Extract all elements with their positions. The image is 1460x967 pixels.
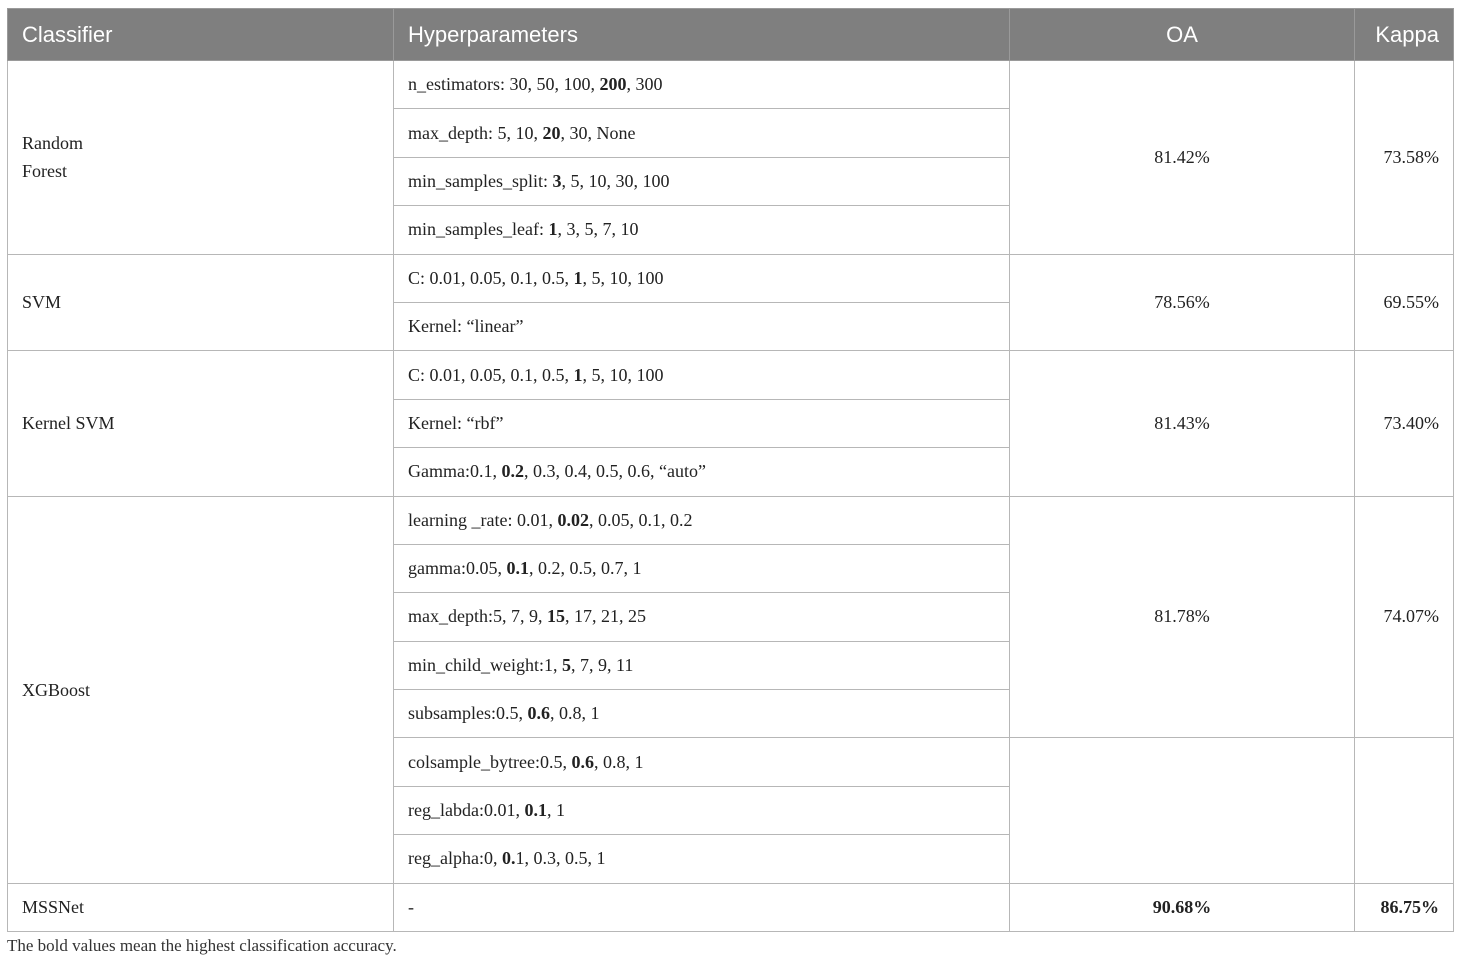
header-kappa: Kappa [1355,9,1454,61]
param-text: Gamma:0.1, [408,461,502,482]
hyperparameter-cell [394,641,1010,689]
classifier-cell: Kernel SVM [8,351,394,496]
hyperparameter-cell [394,157,1010,205]
param-text: colsample_bytree:0.5, [408,751,572,772]
param-text: max_depth: 5, 10, [408,122,543,143]
best-value: 200 [599,74,627,95]
oa-cell: 81.43% [1010,351,1355,496]
kappa-cell: 73.40% [1355,351,1454,496]
classifier-cell: XGBoost [8,496,394,883]
param-text: - [408,896,414,917]
hyperparameter-cell [394,302,1010,350]
param-text: Kernel: “rbf” [408,412,504,433]
param-text: 1, 0.3, 0.5, 1 [515,848,606,869]
kappa-cell: 74.07% [1355,496,1454,738]
param-text: , 0.3, 0.4, 0.5, 0.6, “auto” [523,461,706,482]
table-footnote: The bold values mean the highest classification accuracy. [7,936,397,955]
param-text: , 1 [546,800,565,821]
param-text: , 3, 5, 7, 10 [557,219,639,240]
table-row [8,351,1454,399]
oa-cell: 81.42% [1010,61,1355,255]
param-text: C: 0.01, 0.05, 0.1, 0.5, [408,267,574,288]
oa-cell: 78.56% [1010,254,1355,351]
header-classifier: Classifier [8,9,394,61]
best-value: 0. [501,848,516,869]
param-text: , 300 [626,74,663,95]
header-row [8,9,1454,61]
best-value: 1 [573,364,583,385]
best-value: 0.02 [557,509,589,530]
hyperparameter-cell [394,109,1010,157]
hyperparameter-cell [394,786,1010,834]
table-row [8,496,1454,544]
table-row [8,883,1454,931]
param-text: subsamples:0.5, [408,703,528,724]
best-value: 0.1 [506,558,529,579]
hyperparameter-cell [394,206,1010,254]
param-text: reg_alpha:0, [408,848,502,869]
header-oa: OA [1010,9,1355,61]
param-text: , 0.8, 1 [593,751,644,772]
best-value: 20 [542,122,561,143]
param-text: , 0.2, 0.5, 0.7, 1 [528,558,642,579]
hyperparameter-cell [394,351,1010,399]
param-text: min_samples_split: [408,170,553,191]
best-value: 0.6 [527,703,550,724]
hyperparameter-cell [394,448,1010,496]
param-text: min_samples_leaf: [408,219,549,240]
table-body [8,61,1454,932]
param-text: Kernel: “linear” [408,316,524,337]
param-text: n_estimators: 30, 50, 100, [408,74,600,95]
best-value: 15 [546,606,565,627]
best-value: 1 [573,267,583,288]
param-text: , 5, 10, 100 [582,267,664,288]
param-text: , 17, 21, 25 [564,606,646,627]
hyperparameter-cell [394,399,1010,447]
param-text: , 5, 10, 30, 100 [561,170,670,191]
kappa-cell: 69.55% [1355,254,1454,351]
oa-cell: 90.68% [1010,883,1355,931]
param-text: max_depth:5, 7, 9, [408,606,547,627]
param-text: , 7, 9, 11 [570,654,634,675]
hyperparameter-cell [394,593,1010,641]
header-hyperparameters: Hyperparameters [394,9,1010,61]
hyperparameter-cell [394,690,1010,738]
hyperparameter-cell [394,496,1010,544]
param-text: gamma:0.05, [408,558,507,579]
classifier-cell: SVM [8,254,394,351]
best-value: 0.1 [524,800,547,821]
table-row [8,254,1454,302]
hyperparameter-cell [394,738,1010,786]
hyperparameter-cell [394,544,1010,592]
best-value: 0.2 [501,461,524,482]
param-text: min_child_weight:1, [408,654,562,675]
classifier-cell: Random Forest [8,61,394,255]
best-value: 1 [548,219,558,240]
kappa-cell: 73.58% [1355,61,1454,255]
best-value: 3 [552,170,562,191]
hyperparameter-cell [394,61,1010,109]
hyperparameter-cell [394,254,1010,302]
classifier-cell: MSSNet [8,883,394,931]
param-text: reg_labda:0.01, [408,800,525,821]
table-row [8,61,1454,109]
results-table [7,8,1454,932]
kappa-cell-empty [1355,738,1454,883]
param-text: , 30, None [560,122,636,143]
best-value: 5 [561,654,571,675]
oa-cell-empty [1010,738,1355,883]
param-text: , 0.8, 1 [550,703,600,724]
oa-cell: 81.78% [1010,496,1355,738]
param-text: learning _rate: 0.01, [408,509,558,530]
hyperparameter-cell [394,883,1010,931]
hyperparameter-cell [394,835,1010,883]
kappa-cell: 86.75% [1355,883,1454,931]
param-text: , 0.05, 0.1, 0.2 [588,509,693,530]
best-value: 0.6 [571,751,594,772]
param-text: C: 0.01, 0.05, 0.1, 0.5, [408,364,574,385]
param-text: , 5, 10, 100 [582,364,664,385]
